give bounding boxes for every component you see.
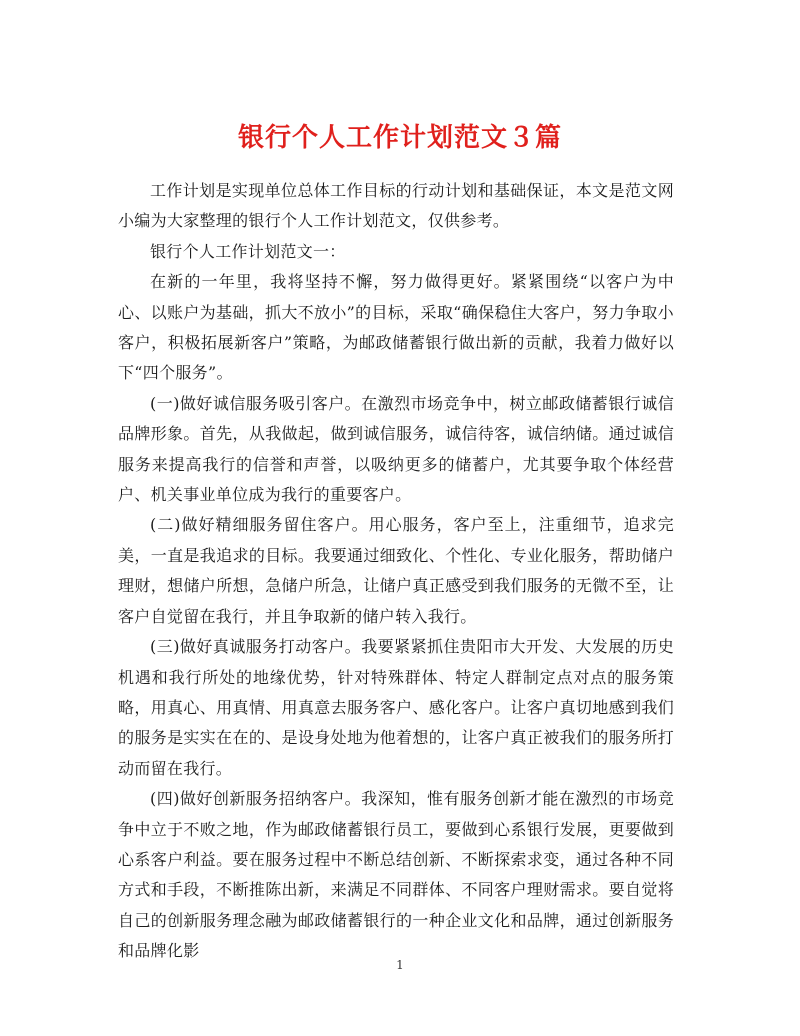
document-title: 银行个人工作计划范文３篇 [237,123,562,154]
paragraph-item-4: (四)做好创新服务招纳客户。我深知，惟有服务创新才能在激烈的市场竞争中立于不败之地，作为邮政储蓄银行员工，要做到心系银行发展，更要做到心系客户利益。要在服务过程中不断总结创新、不断探索求变，通过各种不同方式和手段，不断推陈出新，来满足不同群体、不同客户理财需求。要自觉将自己的创新服务理念融为邮政储蓄银行的一种企业文化和品牌，通过创新服务和品牌化影 [118,789,674,961]
paragraph-item-3: (三)做好真诚服务打动客户。我要紧紧抓住贵阳市大开发、大发展的历史机遇和我行所处的地缘优势，针对特殊群体、特定人群制定点对点的服务策略，用真心、用真情、用真意去服务客户、感化客户。让客户真切地感到我们的服务是实实在在的、是设身处地为他着想的，让客户真正被我们的服务所打动而留在我行。 [118,637,674,778]
paragraph-overview: 在新的一年里，我将坚持不懈，努力做得更好。紧紧围绕“以客户为中心、以账户为基础，抓大不放小”的目标，采取“确保稳住大客户，努力争取小客户，积极拓展新客户”策略，为邮政储蓄银行做出新的贡献，我着力做好以下“四个服务”。 [118,272,674,383]
paragraph-intro: 工作计划是实现单位总体工作目标的行动计划和基础保证，本文是范文网小编为大家整理的银行个人工作计划范文，仅供参考。 [118,181,674,231]
paragraph-item-2: (二)做好精细服务留住客户。用心服务，客户至上，注重细节，追求完美，一直是我追求的目标。我要通过细致化、个性化、专业化服务，帮助储户理财，想储户所想，急储户所急，让储户真正感受到我们服务的无微不至，让客户自觉留在我行，并且争取新的储户转入我行。 [118,515,674,626]
document-body [118,176,674,967]
paragraph-section-heading: 银行个人工作计划范文一： [150,241,346,261]
paragraph-item-1: (一)做好诚信服务吸引客户。在激烈市场竞争中，树立邮政储蓄银行诚信品牌形象。首先，从我做起，做到诚信服务，诚信待客，诚信纳储。通过诚信服务来提高我行的信誉和声誉，以吸纳更多的储蓄户，尤其要争取个体经营户、机关事业单位成为我行的重要客户。 [118,393,674,505]
page-number: 1 [396,958,404,972]
